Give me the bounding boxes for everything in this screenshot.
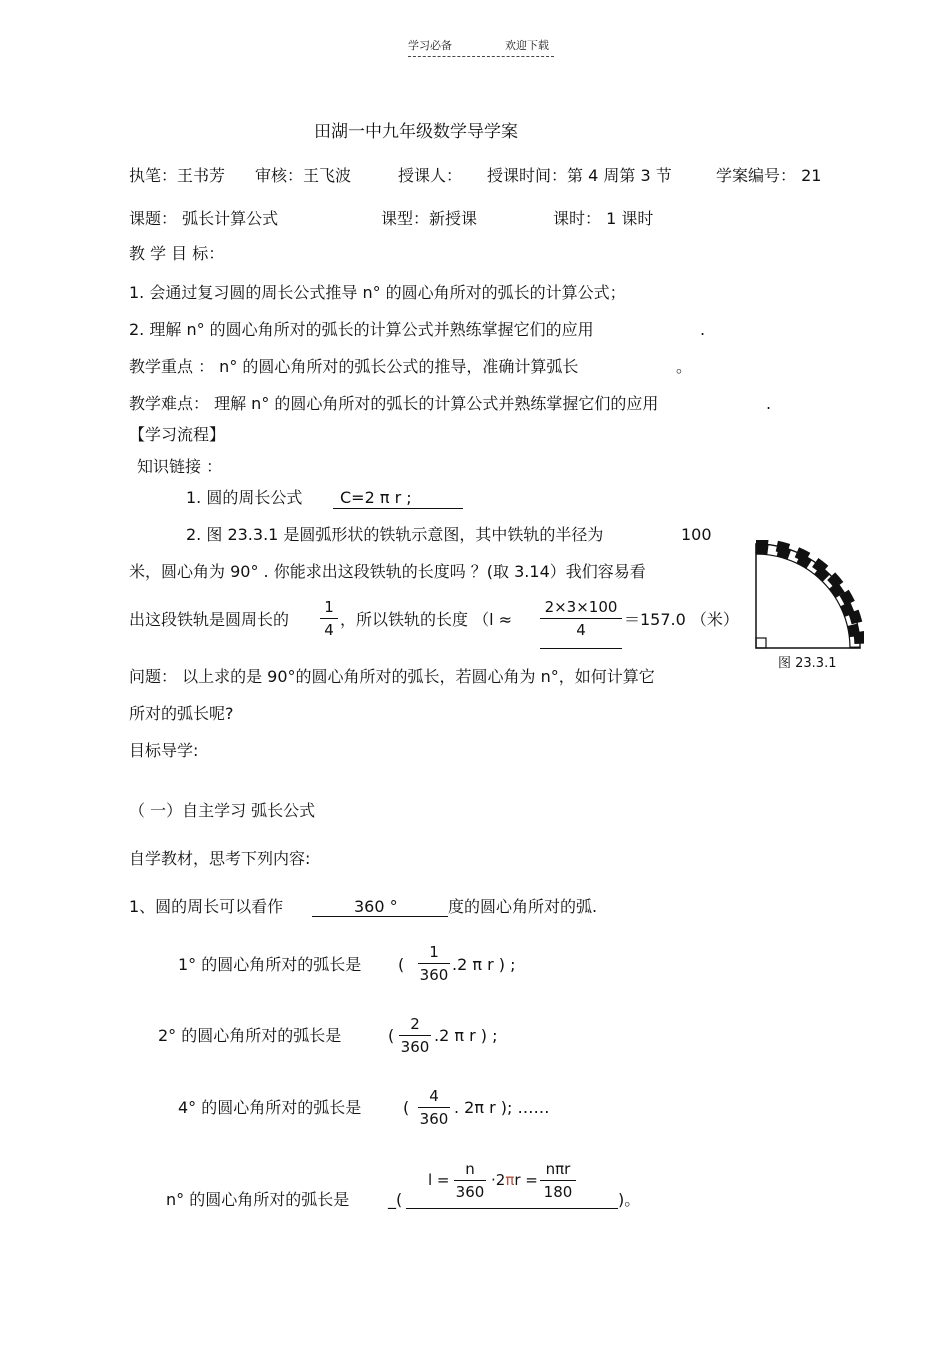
fraction-den: 360 — [419, 966, 449, 984]
item2-line3a: 出这段铁轨是圆周长的 — [129, 610, 290, 629]
header-right: 欢迎下载 — [505, 39, 549, 52]
fraction-track-num: 2×3×100 — [544, 598, 618, 616]
arc-2deg-text: 2° 的圆心角所对的弧长是 — [158, 1026, 342, 1045]
fraction-track-den: 4 — [576, 621, 586, 639]
fraction-quarter — [320, 600, 338, 638]
self-study-intro: 自学教材，思考下列内容: — [129, 849, 311, 868]
arc-formula-mid — [491, 1172, 538, 1189]
pi-symbol: π — [505, 1171, 515, 1189]
arc-ndeg-text: n° 的圆心角所对的弧长是 — [166, 1190, 350, 1209]
question-line1: 问题： 以上求的是 90°的圆心角所对的弧长，若圆心角为 n°，如何计算它 — [129, 667, 655, 686]
self-study-heading: （ 一）自主学习 弧长公式 — [129, 801, 316, 820]
arc-2deg-tail: .2 π r ) ; — [434, 1026, 498, 1045]
item2-radius: 100 — [681, 525, 712, 544]
meta-teacher: 授课人： — [398, 166, 463, 185]
railway-arc — [756, 544, 860, 648]
fraction-n-360 — [454, 1162, 486, 1200]
railway-arc-figure — [752, 540, 864, 652]
q1-blank: 360 ° — [354, 897, 398, 916]
fraction-quarter-num: 1 — [324, 598, 334, 616]
header-left: 学习必备 — [408, 39, 452, 52]
q1-text-b: 度的圆心角所对的弧. — [448, 897, 598, 916]
fraction-quarter-den: 4 — [324, 621, 334, 639]
arc-4deg-text: 4° 的圆心角所对的弧长是 — [178, 1098, 362, 1117]
knowledge-link: 知识链接 ： — [137, 457, 223, 476]
arc-ndeg-open: _( — [388, 1190, 403, 1209]
item2-line1: 2. 图 23.3.1 是圆弧形状的铁轨示意图，其中铁轨的半径为 — [186, 525, 604, 544]
item1-label: 1. 圆的周长公式 — [186, 488, 303, 507]
arc-2deg-open: ( — [388, 1026, 395, 1045]
fraction-num: n — [465, 1160, 475, 1178]
key-point: 教学重点 ： n° 的圆心角所对的弧长公式的推导，准确计算弧长 — [129, 357, 579, 376]
q1-blank-underline — [312, 916, 448, 917]
arc-1deg-open: ( — [398, 955, 405, 974]
goal-2: 2. 理解 n° 的圆心角所对的弧长的计算公式并熟练掌握它们的应用 — [129, 320, 594, 339]
arc-1deg-text: 1° 的圆心角所对的弧长是 — [178, 955, 362, 974]
arc-formula-lhs: l = — [428, 1171, 450, 1189]
meta-reviewer: 审核：王飞波 — [255, 166, 352, 185]
fraction-num: 1 — [429, 943, 439, 961]
figure-caption: 图 23.3.1 — [778, 656, 837, 671]
fraction-num: 4 — [429, 1087, 439, 1105]
formula-mid-b: r = — [514, 1171, 538, 1189]
arc-ndeg-underline — [406, 1208, 618, 1209]
lesson-type: 课型：新授课 — [381, 209, 478, 228]
header-divider — [408, 56, 554, 57]
meta-number: 学案编号： 21 — [716, 166, 822, 185]
fraction-npir-180 — [540, 1162, 576, 1200]
fraction-4-360 — [418, 1089, 450, 1127]
item1-underline — [333, 508, 463, 509]
fraction-den: 360 — [400, 1038, 430, 1056]
item1-formula: C=2 π r ; — [340, 488, 412, 507]
flow-heading: 【学习流程】 — [129, 425, 226, 444]
fraction-den: 360 — [419, 1110, 449, 1128]
fraction-track — [540, 600, 622, 638]
arc-4deg-open: ( — [403, 1098, 410, 1117]
meta-author: 执笔：王书芳 — [129, 166, 226, 185]
item2-line2: 米，圆心角为 90° . 你能求出这段铁轨的长度吗 ？(取 3.14）我们容易看 — [129, 562, 646, 581]
fraction-num: nπr — [545, 1160, 571, 1178]
difficult-point: 教学难点： 理解 n° 的圆心角所对的弧长的计算公式并熟练掌握它们的应用 — [129, 394, 659, 413]
difficult-point-end: . — [766, 394, 772, 413]
track-underline — [540, 648, 622, 649]
arc-4deg-tail: . 2π r ); …… — [454, 1098, 550, 1117]
item2-line3c: ＝157.0 （米） — [624, 610, 739, 629]
lesson-topic: 课题： 弧长计算公式 — [129, 209, 279, 228]
arc-1deg-tail: .2 π r ) ; — [452, 955, 516, 974]
fraction-2-360 — [399, 1017, 431, 1055]
key-point-end: 。 — [676, 357, 693, 376]
fraction-den: 360 — [455, 1183, 485, 1201]
goal-1: 1. 会通过复习圆的周长公式推导 n° 的圆心角所对的弧长的计算公式； — [129, 283, 626, 302]
goal-guide: 目标导学: — [129, 741, 199, 760]
arc-ndeg-close: )。 — [618, 1190, 641, 1209]
page-title: 田湖一中九年级数学导学案 — [314, 122, 518, 142]
meta-time: 授课时间：第 4 周第 3 节 — [487, 166, 672, 185]
fraction-num: 2 — [410, 1015, 420, 1033]
lesson-hours: 课时： 1 课时 — [553, 209, 654, 228]
goal-2-end: . — [700, 320, 706, 339]
item2-line3b: ，所以铁轨的长度 （l ≈ — [340, 610, 513, 629]
fraction-den: 180 — [543, 1183, 573, 1201]
q1-text-a: 1、圆的周长可以看作 — [129, 897, 284, 916]
fraction-1-360 — [418, 945, 450, 983]
goals-heading: 教 学 目 标： — [129, 244, 225, 263]
formula-mid-a: ·2 — [491, 1171, 506, 1189]
question-line2: 所对的弧长呢? — [129, 704, 234, 723]
